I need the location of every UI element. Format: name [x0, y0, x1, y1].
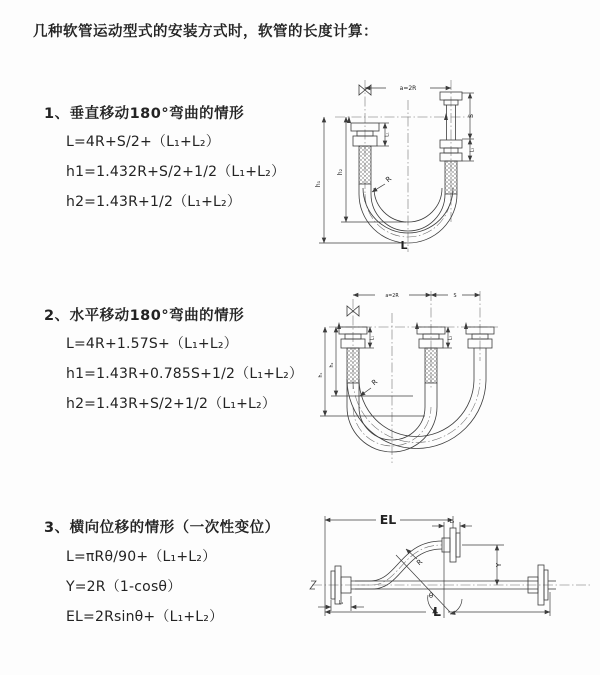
motion-arrow-icon [444, 113, 448, 120]
dim-l2-label: L₂ [448, 335, 454, 341]
dim-l2-label: L₂ [470, 147, 476, 153]
dimension-l [325, 592, 550, 619]
section-1-heading: 1、垂直移动180°弯曲的情形 [44, 106, 245, 122]
section-1-formula-h1: h1=1.432R+S/2+1/2（L₁+L₂） [66, 164, 286, 180]
section-3-formula-EL: EL=2Rsinθ+（L₁+L₂） [66, 609, 224, 625]
radius-callout [372, 175, 393, 192]
section-2 [44, 304, 324, 325]
dimension-s [462, 93, 475, 139]
left-fitting [347, 116, 379, 146]
section-3-formula-L: L=πRθ/90+（L₁+L₂） [66, 549, 217, 565]
left-fitting [337, 322, 367, 348]
dim-h2-label: h₂ [330, 362, 335, 368]
dim-h1-label: h₁ [315, 180, 322, 188]
radius-label: R [384, 174, 394, 185]
dim-l1-label: L₁ [338, 601, 344, 606]
motion-arrow-icon [415, 322, 419, 329]
section-3-heading: 3、横向位移的情形（一次性变位） [44, 520, 280, 536]
section-2-formula-h1: h1=1.43R+0.785S+1/2（L₁+L₂） [66, 366, 304, 382]
dimension-l2 [462, 139, 476, 161]
right-fitting [464, 322, 494, 348]
dim-h2-label: h₂ [337, 168, 344, 176]
angle-construction [396, 555, 462, 614]
dimension-y [462, 545, 504, 585]
dim-a-label: a=2R [399, 85, 417, 92]
section-1-formula-L: L=4R+S/2+（L₁+L₂） [66, 134, 220, 150]
page-title: 几种软管运动型式的安装方式时，软管的长度计算： [33, 24, 378, 40]
upper-flange [442, 528, 460, 562]
section-3-formula-Y: Y=2R（1-cosθ） [66, 579, 182, 595]
displaced-hose [355, 541, 442, 589]
dimension-el [325, 512, 453, 616]
angle-theta-label: θ [428, 592, 434, 600]
dim-h1-label: h₁ [319, 372, 324, 378]
dimension-l1 [365, 327, 376, 348]
dim-l1-label: L₁ [385, 132, 391, 137]
hoses [347, 348, 486, 407]
dimension-l2 [443, 327, 454, 348]
section-1-formula-h2: h2=1.43R+1/2（L₁+L₂） [66, 194, 242, 210]
radius-callout [360, 378, 379, 396]
radius-label: R [415, 557, 425, 568]
dimension-a-2r [365, 85, 451, 92]
section-1 [44, 102, 324, 123]
length-label: L [400, 239, 408, 252]
dim-y-label: Y [495, 562, 503, 568]
radius-label: R [370, 377, 380, 388]
section-2-formula-h2: h2=1.43R+S/2+1/2（L₁+L₂） [66, 396, 277, 412]
dim-el-label: EL [379, 512, 397, 527]
dimension-h2 [337, 117, 406, 222]
dimension-s [431, 293, 480, 299]
middle-fitting [415, 322, 445, 348]
diagram-horizontal-180-bend [313, 283, 598, 473]
diagram-lateral-displacement [300, 500, 600, 670]
dim-l-label: L [433, 604, 441, 619]
dim-s-label: S [453, 294, 457, 299]
section-2-formula-L: L=4R+1.57S+（L₁+L₂） [66, 336, 238, 352]
motion-arrow-icon [464, 322, 468, 329]
motion-arrow-icon [337, 322, 341, 329]
right-hose [445, 161, 457, 194]
section-2-heading: 2、水平移动180°弯曲的情形 [44, 308, 245, 324]
dimension-a-2r [353, 293, 431, 299]
dim-l2-label: L₂ [449, 520, 455, 525]
section-3 [44, 516, 324, 537]
dim-l1-label: L₁ [370, 335, 376, 341]
dim-a-label: a=2R [385, 294, 399, 299]
diagram-vertical-180-bend [313, 76, 588, 261]
dim-s-label: S [468, 114, 475, 118]
